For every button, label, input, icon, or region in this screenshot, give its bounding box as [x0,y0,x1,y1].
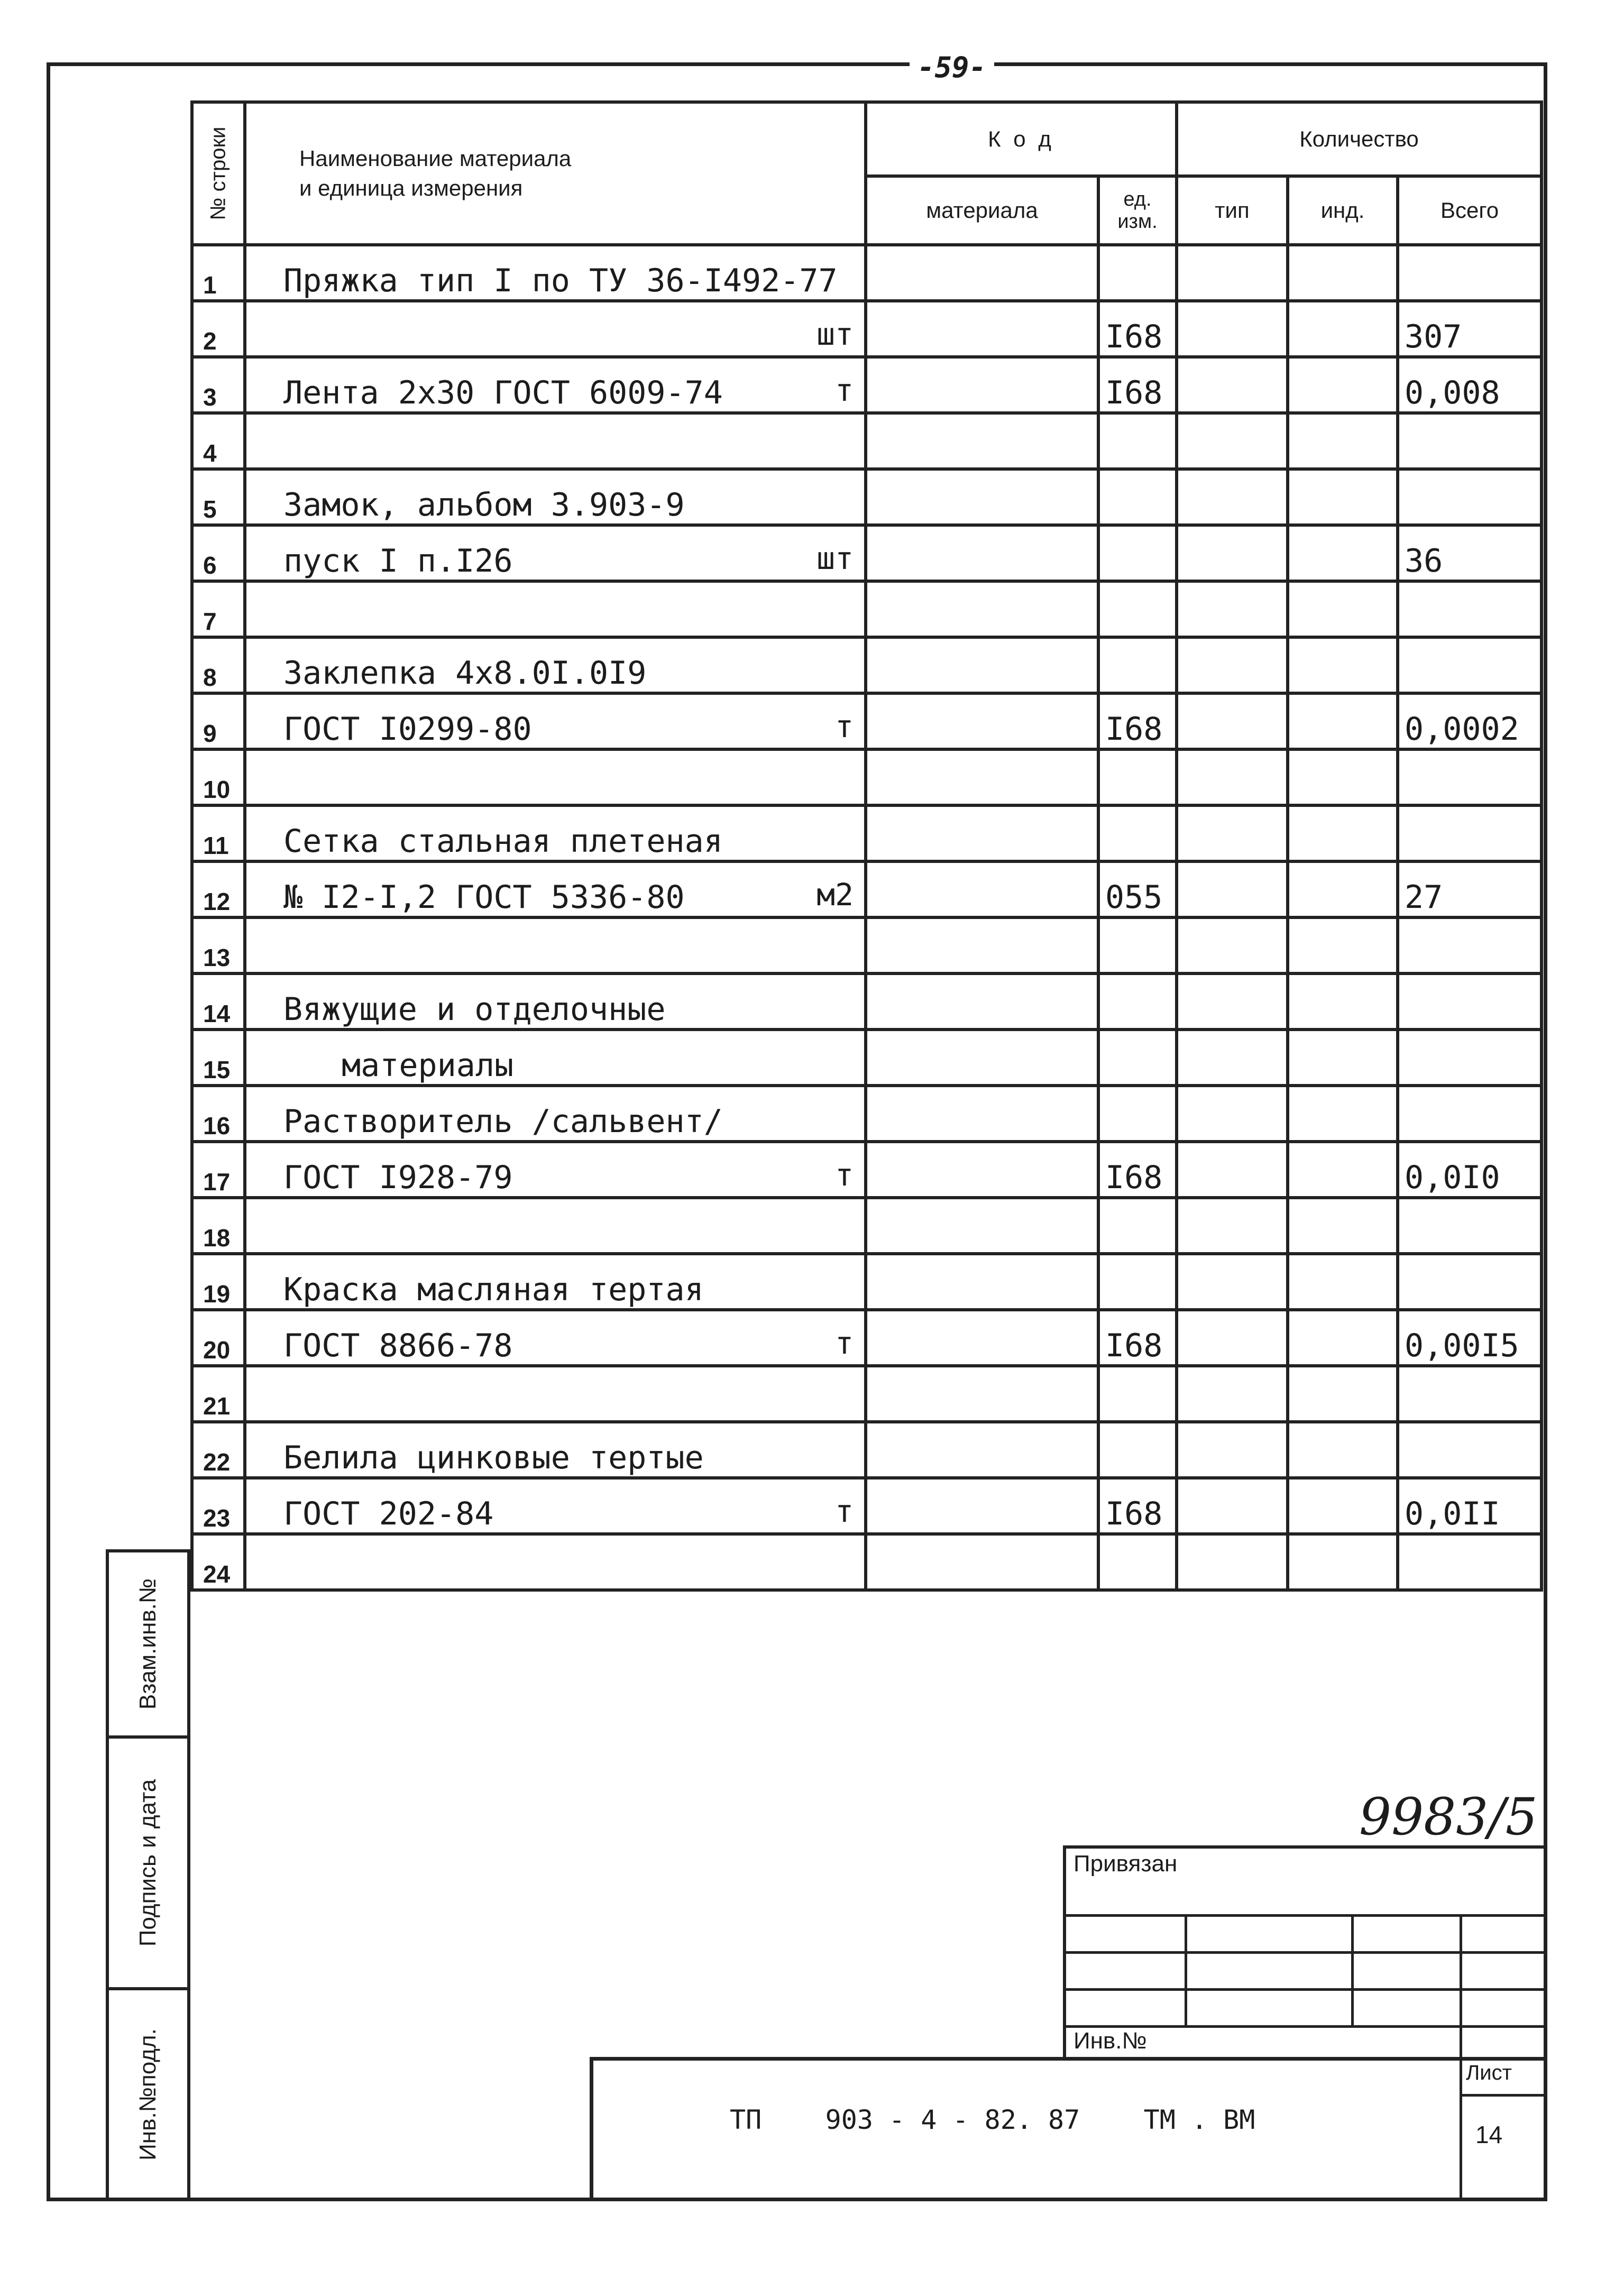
qty-ind-cell [1288,637,1398,693]
code-unit-cell [1098,1366,1177,1422]
material-name [245,973,866,1030]
table-row [192,1254,1542,1310]
privyazan-label: Привязан [1074,1851,1178,1877]
qty-total-cell [1398,1198,1542,1254]
row-number: 4 [192,413,245,469]
row-number: 20 [192,1310,245,1366]
row-number: 16 [192,1086,245,1142]
material-name-text: Растворитель /сальвент/ [283,1103,723,1140]
qty-type-cell [1177,693,1288,749]
material-name-text: пуск I п.I26 [283,543,513,580]
material-name [245,1534,866,1590]
material-name [245,637,866,693]
qty-total-cell: 36 [1398,525,1542,581]
unit-of-measure: шт [816,316,854,352]
header-qty-ind: инд. [1288,176,1398,245]
material-name-text: Замок, альбом 3.903-9 [283,486,685,523]
material-name-text: Вяжущие и отделочные [283,991,666,1028]
code-material-cell [866,1310,1098,1366]
material-name [245,1422,866,1478]
table-row [192,973,1542,1030]
qty-type-cell [1177,357,1288,413]
unit-of-measure: т [835,372,854,408]
material-name-text: ГОСТ 8866-78 [283,1327,513,1364]
qty-total-cell: 0,0II [1398,1478,1542,1534]
material-name-text: ГОСТ I0299-80 [283,711,532,748]
code-unit-cell: I68 [1098,693,1177,749]
table-row [192,861,1542,917]
table-row [192,1198,1542,1254]
header-code: К о д [866,102,1177,176]
qty-ind-cell [1288,1142,1398,1198]
qty-ind-cell [1288,301,1398,357]
qty-type-cell [1177,805,1288,861]
qty-total-cell [1398,1086,1542,1142]
code-material-cell [866,637,1098,693]
table-row [192,1310,1542,1366]
side-cell-podpis [106,1735,190,1990]
qty-ind-cell [1288,1422,1398,1478]
code-material-cell [866,917,1098,973]
side-cell-vzam [106,1549,190,1739]
code-unit-cell [1098,413,1177,469]
row-number: 11 [192,805,245,861]
qty-ind-cell [1288,861,1398,917]
header-qty-total: Всего [1398,176,1542,245]
row-number: 5 [192,469,245,525]
code-unit-cell [1098,525,1177,581]
qty-type-cell [1177,413,1288,469]
qty-ind-cell [1288,1534,1398,1590]
material-name-text: Сетка стальная плетеная [283,823,723,860]
material-name [245,301,866,357]
qty-ind-cell [1288,525,1398,581]
code-material-cell [866,469,1098,525]
code-material-cell [866,1198,1098,1254]
row-number: 24 [192,1534,245,1590]
doc-code: ТП 903 - 4 - 82. 87 ТМ . ВМ [730,2105,1255,2135]
material-name-text: Краска масляная тертая [283,1271,704,1308]
sheet-number: 14 [1475,2121,1503,2148]
material-name [245,525,866,581]
material-name-text: Белила цинковые тертые [283,1439,704,1476]
code-material-cell [866,1142,1098,1198]
material-name [245,805,866,861]
header-quantity: Количество [1177,102,1542,176]
code-unit-cell [1098,1422,1177,1478]
row-number: 15 [192,1030,245,1086]
qty-type-cell [1177,1366,1288,1422]
code-material-cell [866,301,1098,357]
material-name [245,1086,866,1142]
table-row [192,1366,1542,1422]
code-unit-cell: I68 [1098,357,1177,413]
qty-total-cell: 0,0I0 [1398,1142,1542,1198]
code-material-cell [866,1366,1098,1422]
code-material-cell [866,861,1098,917]
qty-type-cell [1177,1198,1288,1254]
header-row-number-label: № строки [206,126,230,220]
unit-of-measure: т [835,1493,854,1529]
code-material-cell [866,1086,1098,1142]
qty-type-cell [1177,917,1288,973]
row-number: 3 [192,357,245,413]
material-name-text: материалы [342,1047,514,1084]
qty-total-cell [1398,245,1542,301]
tb-line-1 [1063,1914,1547,1917]
table-row [192,637,1542,693]
material-name [245,357,866,413]
code-material-cell [866,357,1098,413]
qty-ind-cell [1288,917,1398,973]
row-number: 8 [192,637,245,693]
qty-total-cell: 0,0002 [1398,693,1542,749]
qty-total-cell: 0,008 [1398,357,1542,413]
qty-total-cell [1398,413,1542,469]
qty-type-cell [1177,245,1288,301]
qty-ind-cell [1288,413,1398,469]
code-unit-cell [1098,469,1177,525]
qty-ind-cell [1288,693,1398,749]
header-code-unit-label: ед. изм. [1117,188,1158,233]
code-material-cell [866,1422,1098,1478]
code-material-cell [866,1478,1098,1534]
sheet-label: Лист [1466,2061,1512,2084]
qty-total-cell [1398,973,1542,1030]
material-name [245,1254,866,1310]
side-label-vzam: Взам.инв.№ [135,1578,161,1710]
unit-of-measure: т [835,709,854,745]
table-row [192,1086,1542,1142]
qty-type-cell [1177,301,1288,357]
row-number: 19 [192,1254,245,1310]
qty-ind-cell [1288,1310,1398,1366]
qty-total-cell: 0,00I5 [1398,1310,1542,1366]
table-row [192,581,1542,637]
unit-of-measure: т [835,1325,854,1361]
row-number: 10 [192,749,245,805]
table-row [192,525,1542,581]
code-unit-cell: I68 [1098,1310,1177,1366]
table-row [192,357,1542,413]
qty-type-cell [1177,1086,1288,1142]
qty-type-cell [1177,469,1288,525]
qty-total-cell [1398,1534,1542,1590]
qty-total-cell [1398,1366,1542,1422]
spec-table-wrap [190,100,1543,1592]
material-name [245,1198,866,1254]
page-number: -59- [910,52,994,84]
side-label-podpis: Подпись и дата [135,1779,161,1947]
material-name [245,469,866,525]
table-row [192,805,1542,861]
code-unit-cell [1098,581,1177,637]
qty-ind-cell [1288,1086,1398,1142]
qty-ind-cell [1288,1030,1398,1086]
code-material-cell [866,1254,1098,1310]
qty-total-cell [1398,469,1542,525]
inv-no-label: Инв.№ [1074,2028,1147,2054]
code-unit-cell [1098,749,1177,805]
code-unit-cell [1098,1030,1177,1086]
code-material-cell [866,805,1098,861]
unit-of-measure: т [835,1157,854,1193]
tb-vline-2 [1351,1914,1354,2025]
tb-line-3 [1063,1988,1547,1991]
qty-type-cell [1177,637,1288,693]
tb-line-2 [1063,1951,1547,1954]
code-material-cell [866,693,1098,749]
material-name-text: № I2-I,2 ГОСТ 5336-80 [283,879,685,916]
material-name [245,1366,866,1422]
row-number: 9 [192,693,245,749]
material-name [245,861,866,917]
qty-total-cell [1398,1030,1542,1086]
qty-ind-cell [1288,581,1398,637]
qty-ind-cell [1288,805,1398,861]
header-code-unit [1098,176,1177,245]
row-number: 21 [192,1366,245,1422]
qty-type-cell [1177,1030,1288,1086]
qty-ind-cell [1288,1198,1398,1254]
row-number: 13 [192,917,245,973]
table-row [192,469,1542,525]
code-material-cell [866,245,1098,301]
qty-ind-cell [1288,749,1398,805]
qty-type-cell [1177,525,1288,581]
table-row [192,1478,1542,1534]
qty-type-cell [1177,1534,1288,1590]
row-number: 7 [192,581,245,637]
material-name [245,1478,866,1534]
qty-ind-cell [1288,973,1398,1030]
qty-total-cell: 307 [1398,301,1542,357]
qty-type-cell [1177,581,1288,637]
qty-total-cell [1398,917,1542,973]
row-number: 2 [192,301,245,357]
code-material-cell [866,749,1098,805]
material-name [245,693,866,749]
code-material-cell [866,973,1098,1030]
material-name [245,1310,866,1366]
header-name [245,102,866,245]
code-material-cell [866,413,1098,469]
table-row [192,693,1542,749]
code-unit-cell [1098,973,1177,1030]
material-name-text: Заклепка 4х8.0I.0I9 [283,655,647,692]
code-material-cell [866,581,1098,637]
code-unit-cell [1098,805,1177,861]
code-material-cell [866,1030,1098,1086]
row-number: 17 [192,1142,245,1198]
code-unit-cell [1098,245,1177,301]
material-name [245,581,866,637]
qty-type-cell [1177,1422,1288,1478]
material-name [245,413,866,469]
sheet-divider [1460,2094,1547,2097]
material-name-text: Лента 2х30 ГОСТ 6009-74 [283,374,723,411]
qty-ind-cell [1288,357,1398,413]
qty-type-cell [1177,861,1288,917]
qty-ind-cell [1288,1366,1398,1422]
qty-type-cell [1177,1142,1288,1198]
material-name-text: Пряжка тип I по ТУ 36-I492-77 [283,262,838,299]
tb-vline-1 [1185,1914,1187,2025]
header-row-1 [192,102,1542,176]
qty-type-cell [1177,973,1288,1030]
qty-total-cell [1398,581,1542,637]
side-label-inv-podl: Инв.№подл. [135,2028,161,2161]
table-row [192,1142,1542,1198]
table-row [192,1534,1542,1590]
qty-ind-cell [1288,245,1398,301]
qty-ind-cell [1288,469,1398,525]
material-name [245,749,866,805]
code-unit-cell: 055 [1098,861,1177,917]
qty-total-cell [1398,1422,1542,1478]
material-name [245,1030,866,1086]
table-row [192,749,1542,805]
material-name [245,917,866,973]
specification-table [190,100,1543,1592]
code-unit-cell [1098,1534,1177,1590]
handwritten-number: 9983/5 [1359,1787,1538,1846]
row-number: 12 [192,861,245,917]
material-name [245,1142,866,1198]
table-row [192,301,1542,357]
material-name-text: ГОСТ I928-79 [283,1159,513,1196]
qty-total-cell [1398,749,1542,805]
material-name [245,245,866,301]
table-row [192,1422,1542,1478]
qty-type-cell [1177,749,1288,805]
code-material-cell [866,525,1098,581]
code-unit-cell: I68 [1098,1478,1177,1534]
table-row [192,413,1542,469]
code-unit-cell [1098,1198,1177,1254]
qty-total-cell: 27 [1398,861,1542,917]
table-row [192,245,1542,301]
header-row-number [192,102,245,245]
row-number: 23 [192,1478,245,1534]
code-unit-cell [1098,917,1177,973]
unit-of-measure: шт [816,540,854,576]
row-number: 6 [192,525,245,581]
side-cell-inv-podl [106,1987,190,2201]
qty-ind-cell [1288,1478,1398,1534]
qty-total-cell [1398,1254,1542,1310]
qty-total-cell [1398,637,1542,693]
header-code-material: материала [866,176,1098,245]
material-name-text: ГОСТ 202-84 [283,1495,494,1532]
table-row [192,1030,1542,1086]
row-number: 1 [192,245,245,301]
header-name-label: Наименование материала и единица измерения [299,146,572,200]
header-qty-type: тип [1177,176,1288,245]
unit-of-measure: м2 [816,877,854,913]
qty-type-cell [1177,1310,1288,1366]
code-unit-cell: I68 [1098,1142,1177,1198]
qty-total-cell [1398,805,1542,861]
qty-type-cell [1177,1254,1288,1310]
code-unit-cell [1098,1086,1177,1142]
qty-ind-cell [1288,1254,1398,1310]
row-number: 14 [192,973,245,1030]
row-number: 22 [192,1422,245,1478]
row-number: 18 [192,1198,245,1254]
code-material-cell [866,1534,1098,1590]
code-unit-cell [1098,1254,1177,1310]
qty-type-cell [1177,1478,1288,1534]
code-unit-cell [1098,637,1177,693]
code-unit-cell: I68 [1098,301,1177,357]
table-row [192,917,1542,973]
